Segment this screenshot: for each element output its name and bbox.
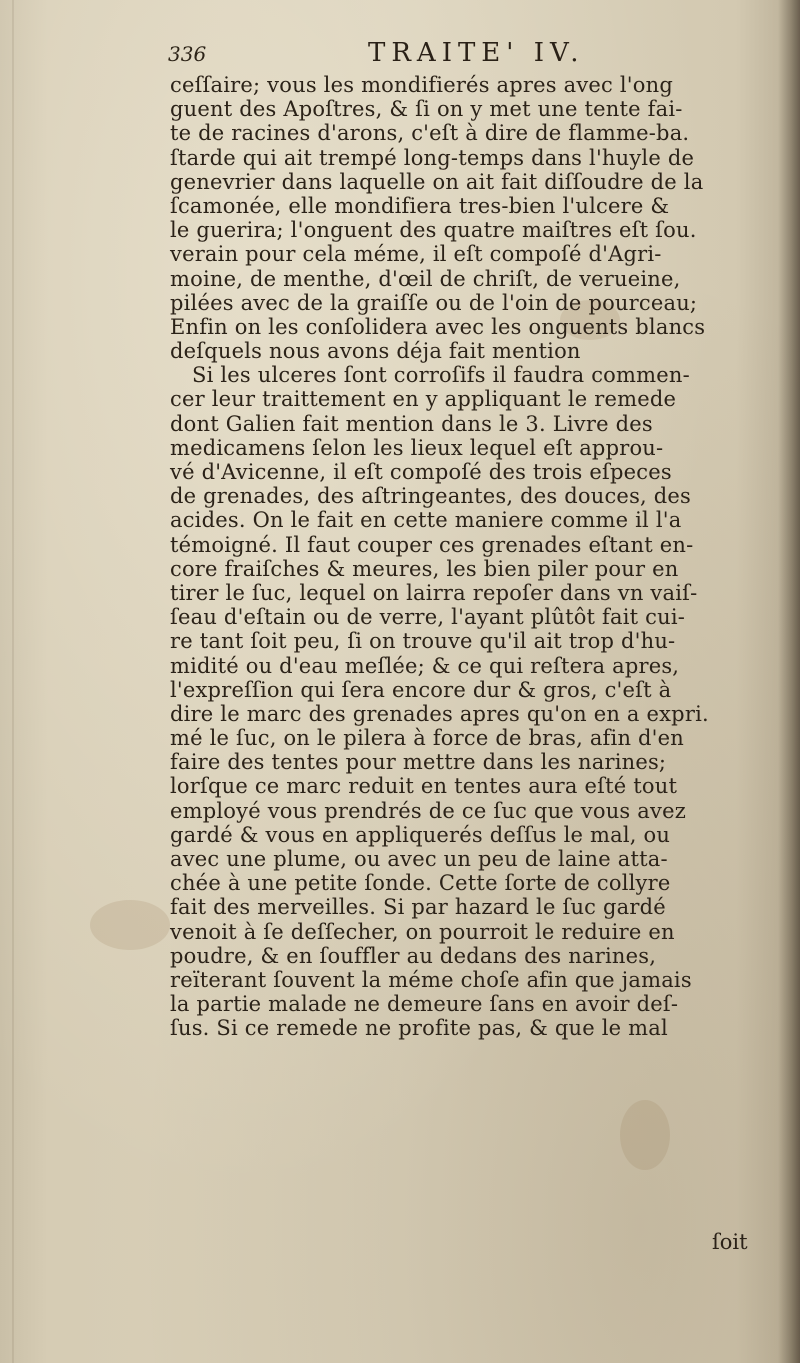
page-edge-shadow: [12, 0, 14, 1363]
text-line: chée à une petite ſonde. Cette ſorte de collyre: [170, 871, 671, 896]
text-line: Enfin on les conſolidera avec les onguents blancs: [170, 314, 706, 339]
text-line: le guerira; l'onguent des quatre maiſtres eſt ſou.: [170, 218, 697, 243]
text-line: ſus. Si ce remede ne profite pas, & que le mal: [170, 1016, 668, 1041]
text-line: cer leur traittement en y appliquant le remede: [170, 387, 677, 412]
text-line: la partie malade ne demeure ſans en avoir deſ-: [170, 992, 679, 1017]
text-line: dont Galien fait mention dans le 3. Livre des: [170, 411, 653, 436]
text-line: faire des tentes pour mettre dans les narines;: [170, 750, 667, 775]
text-line: acides. On le fait en cette maniere comme il l'a: [170, 508, 682, 533]
page-number: 336: [168, 42, 207, 66]
text-line: ceſſaire; vous les mondifierés apres avec l'ong: [170, 73, 673, 97]
text-line: medicamens ſelon les lieux lequel eſt approu-: [170, 435, 664, 460]
text-line: reïterant ſouvent la méme choſe afin que jamais: [170, 967, 692, 992]
text-line: avec une plume, ou avec un peu de laine atta-: [170, 847, 668, 871]
text-line: midité ou d'eau meſlée; & ce qui reſtera apres,: [170, 653, 680, 678]
binding-shadow: [778, 0, 800, 1363]
text-line: tirer le ſuc, lequel on lairra repoſer dans vn vaiſ-: [170, 580, 698, 605]
text-line: verain pour cela méme, il eſt compoſé d'Agri-: [170, 242, 662, 267]
text-line: vé d'Avicenne, il eſt compoſé des trois eſpeces: [170, 460, 672, 484]
text-line: poudre, & en ſouffler au dedans des narines,: [170, 943, 657, 968]
text-line: employé vous prendrés de ce ſuc que vous avez: [170, 798, 686, 823]
foxing-stain: [90, 900, 170, 950]
text-line: venoit à ſe deſſecher, on pourroit le reduire en: [170, 919, 675, 944]
running-title: TRAITE' IV.: [368, 38, 585, 68]
text-line: ſeau d'eſtain ou de verre, l'ayant plûtôt fait cui-: [170, 605, 686, 630]
text-line: fait des merveilles. Si par hazard le ſuc gardé: [170, 895, 666, 920]
text-line: ſcamonée, elle mondifiera tres-bien l'ulcere &: [170, 193, 670, 218]
text-line: ſtarde qui ait trempé long-temps dans l'huyle de: [170, 145, 695, 170]
text-line: gardé & vous en appliquerés deſſus le mal, ou: [170, 822, 671, 847]
text-line: lorſque ce marc reduit en tentes aura eſté tout: [170, 774, 678, 799]
text-line: pilées avec de la graiſſe ou de l'oin de pourceau;: [170, 290, 698, 315]
text-line: core fraiſches & meures, les bien piler pour en: [170, 556, 679, 581]
text-line: deſquels nous avons déja fait mention: [170, 339, 581, 364]
body-text: [170, 73, 760, 1041]
page-header: [168, 38, 728, 72]
text-line: guent des Apoſtres, & ſi on y met une tente fai-: [170, 97, 683, 122]
text-line: genevrier dans laquelle on ait fait diſſoudre de la: [170, 169, 704, 194]
text-line: mé le ſuc, on le pilera à force de bras, afin d'en: [170, 726, 685, 751]
text-line: dire le marc des grenades apres qu'on en a expri.: [170, 701, 709, 726]
text-line: témoigné. Il faut couper ces grenades eſtant en-: [170, 532, 694, 557]
text-line: Si les ulceres ſont corroſifs il faudra commen-: [192, 363, 690, 388]
catchword: ſoit: [712, 1230, 748, 1254]
foxing-stain: [620, 1100, 670, 1170]
text-line: de grenades, des aſtringeantes, des douces, des: [170, 484, 692, 509]
text-line: te de racines d'arons, c'eſt à dire de flamme-ba.: [170, 121, 690, 146]
text-line: l'expreſſion qui ſera encore dur & gros, c'eſt à: [170, 677, 672, 702]
text-line: re tant ſoit peu, ſi on trouve qu'il ait trop d'hu-: [170, 629, 676, 654]
text-line: moine, de menthe, d'œil de chriſt, de verueine,: [170, 266, 681, 291]
